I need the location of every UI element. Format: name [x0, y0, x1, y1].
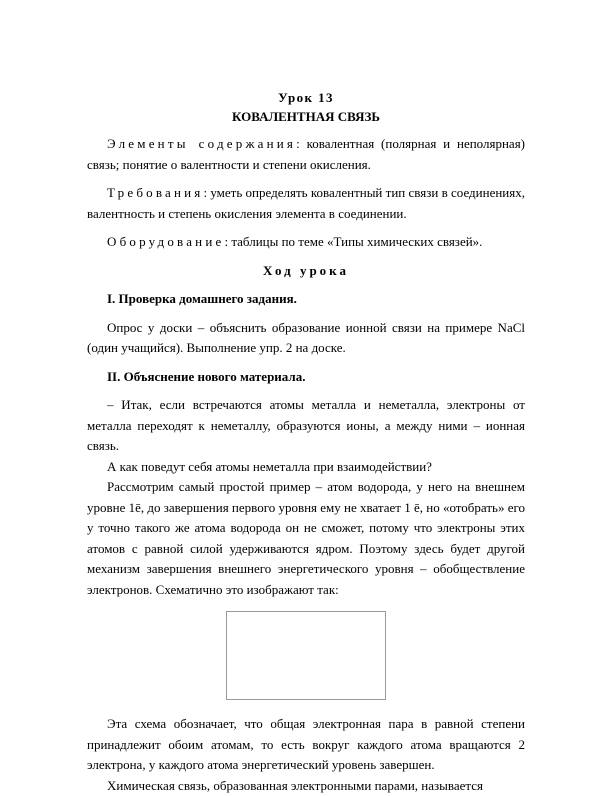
paragraph-question: А как поведут себя атомы неметалла при взаимодействии?	[87, 457, 525, 478]
requirements-label: Требования	[107, 185, 203, 200]
lesson-topic-title: КОВАЛЕНТНАЯ СВЯЗЬ	[87, 107, 525, 126]
section-homework-title: I. Проверка домашнего задания.	[87, 289, 525, 310]
document-content	[87, 88, 525, 796]
section-new-material-title: II. Объяснение нового материала.	[87, 367, 525, 388]
content-elements-label: Элементы содержания	[107, 136, 296, 151]
content-elements-paragraph	[87, 134, 525, 175]
paragraph-ionic-bond: – Итак, если встречаются атомы металла и неметалла, электроны от металла переходят к неметаллу, образуются ионы, а между ними – ионная связь.	[87, 395, 525, 457]
lesson-course-heading: Ход урока	[87, 261, 525, 282]
requirements-paragraph	[87, 183, 525, 224]
requirements-text: : уметь определять ковалентный тип связи в соединениях, валентность и степень окисления элемента в соединении.	[87, 185, 525, 221]
paragraph-scheme-explanation: Эта схема обозначает, что общая электронная пара в равной степени принадлежит обоим атомам, то есть вокруг каждого атома вращаются 2 электрона, у каждого атома энергетический уровень завершен.	[87, 714, 525, 776]
section-homework-text: Опрос у доски – объяснить образование ионной связи на примере NaCl (один учащийся). Выполнение упр. 2 на доске.	[87, 318, 525, 359]
equipment-paragraph	[87, 232, 525, 253]
equipment-label: Оборудование	[107, 234, 224, 249]
equipment-text: : таблицы по теме «Типы химических связей».	[224, 234, 482, 249]
lesson-number-title: Урок 13	[87, 88, 525, 107]
paragraph-covalent-definition: Химическая связь, образованная электронными парами, называется	[87, 776, 525, 796]
content-elements-text: : ковалентная (полярная и неполярная) связь; понятие о валентности и степени окисления.	[87, 136, 525, 172]
paragraph-hydrogen-example: Рассмотрим самый простой пример – атом водорода, у него на внешнем уровне 1ē, до завершения первого уровня ему не хватает 1 ē, но «отобрать» его у точно такого же атома водорода он не сможет, потому что электроны этих атомов с равной силой удерживаются ядром. Поэтому здесь будет другой механизм завершения внешнего энергетического уровня – обобществление электронов. Схематично это изображают так:	[87, 477, 525, 600]
bond-scheme-figure	[226, 611, 386, 700]
